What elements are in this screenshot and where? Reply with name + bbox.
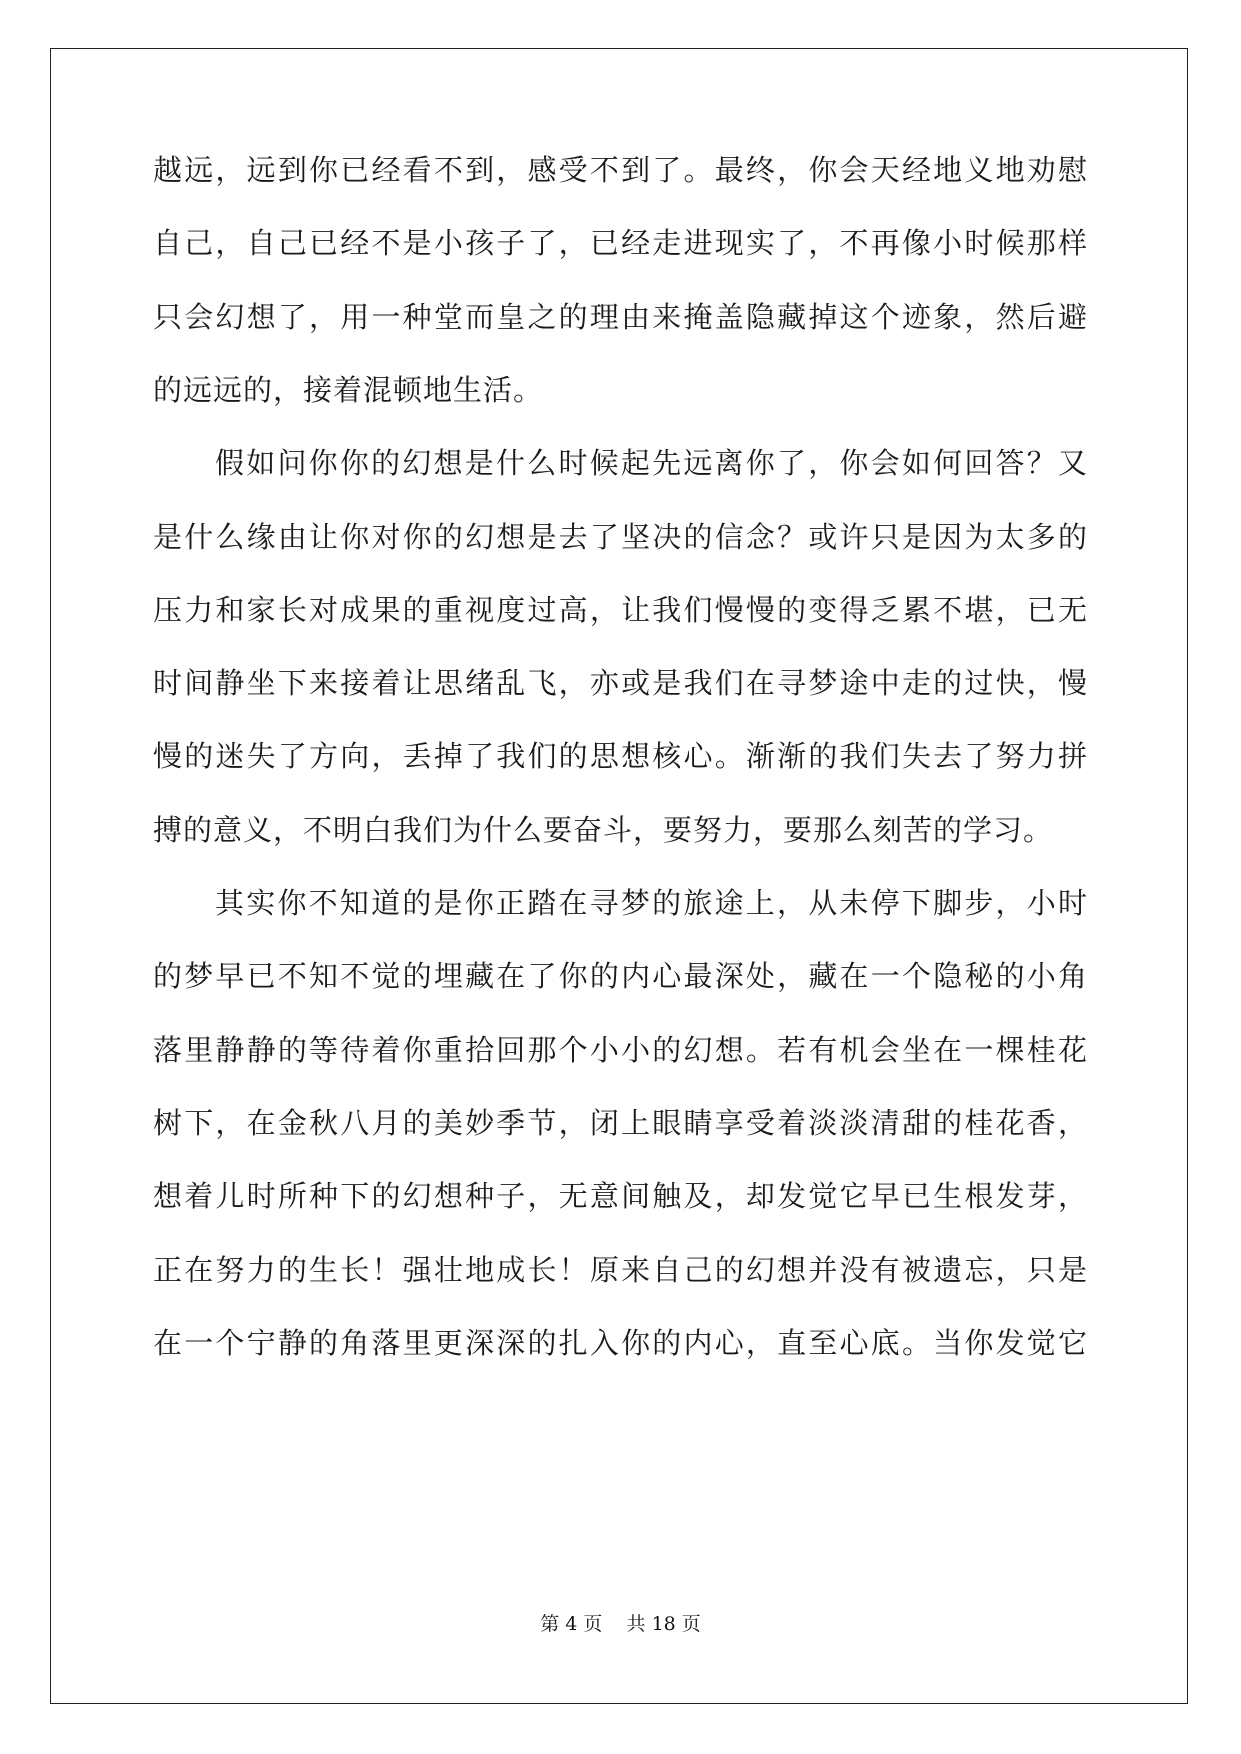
text-line: 正在努力的生长！强壮地成长！原来自己的幻想并没有被遗忘，只是 [153, 1253, 1088, 1287]
page-footer [0, 1612, 1241, 1636]
text-line: 树下，在金秋八月的美妙季节，闭上眼睛享受着淡淡清甜的桂花香， [153, 1106, 1088, 1140]
text-line: 自己，自己已经不是小孩子了，已经走进现实了，不再像小时候那样 [153, 226, 1088, 260]
page-number: 第 4 页 [540, 1613, 603, 1635]
text-line: 其实你不知道的是你正踏在寻梦的旅途上，从未停下脚步，小时 [215, 886, 1088, 920]
text-line: 在一个宁静的角落里更深深的扎入你的内心，直至心底。当你发觉它 [153, 1326, 1088, 1360]
text-line: 时间静坐下来接着让思绪乱飞，亦或是我们在寻梦途中走的过快，慢 [153, 666, 1088, 700]
text-line: 假如问你你的幻想是什么时候起先远离你了，你会如何回答？又 [215, 446, 1088, 480]
text-line: 是什么缘由让你对你的幻想是去了坚决的信念？或许只是因为太多的 [153, 520, 1088, 554]
text-line: 压力和家长对成果的重视度过高，让我们慢慢的变得乏累不堪，已无 [153, 593, 1088, 627]
text-line: 的远远的，接着混顿地生活。 [153, 373, 544, 407]
text-line: 只会幻想了，用一种堂而皇之的理由来掩盖隐藏掉这个迹象，然后避 [153, 300, 1088, 334]
text-line: 越远，远到你已经看不到，感受不到了。最终，你会天经地义地劝慰 [153, 153, 1088, 187]
page-total: 共 18 页 [626, 1613, 701, 1635]
text-line: 慢的迷失了方向，丢掉了我们的思想核心。渐渐的我们失去了努力拼 [153, 739, 1088, 773]
text-line: 搏的意义，不明白我们为什么要奋斗，要努力，要那么刻苦的学习。 [153, 813, 1054, 847]
text-line: 想着儿时所种下的幻想种子，无意间触及，却发觉它早已生根发芽， [153, 1179, 1088, 1213]
text-line: 的梦早已不知不觉的埋藏在了你的内心最深处，藏在一个隐秘的小角 [153, 959, 1088, 993]
text-line: 落里静静的等待着你重拾回那个小小的幻想。若有机会坐在一棵桂花 [153, 1033, 1088, 1067]
